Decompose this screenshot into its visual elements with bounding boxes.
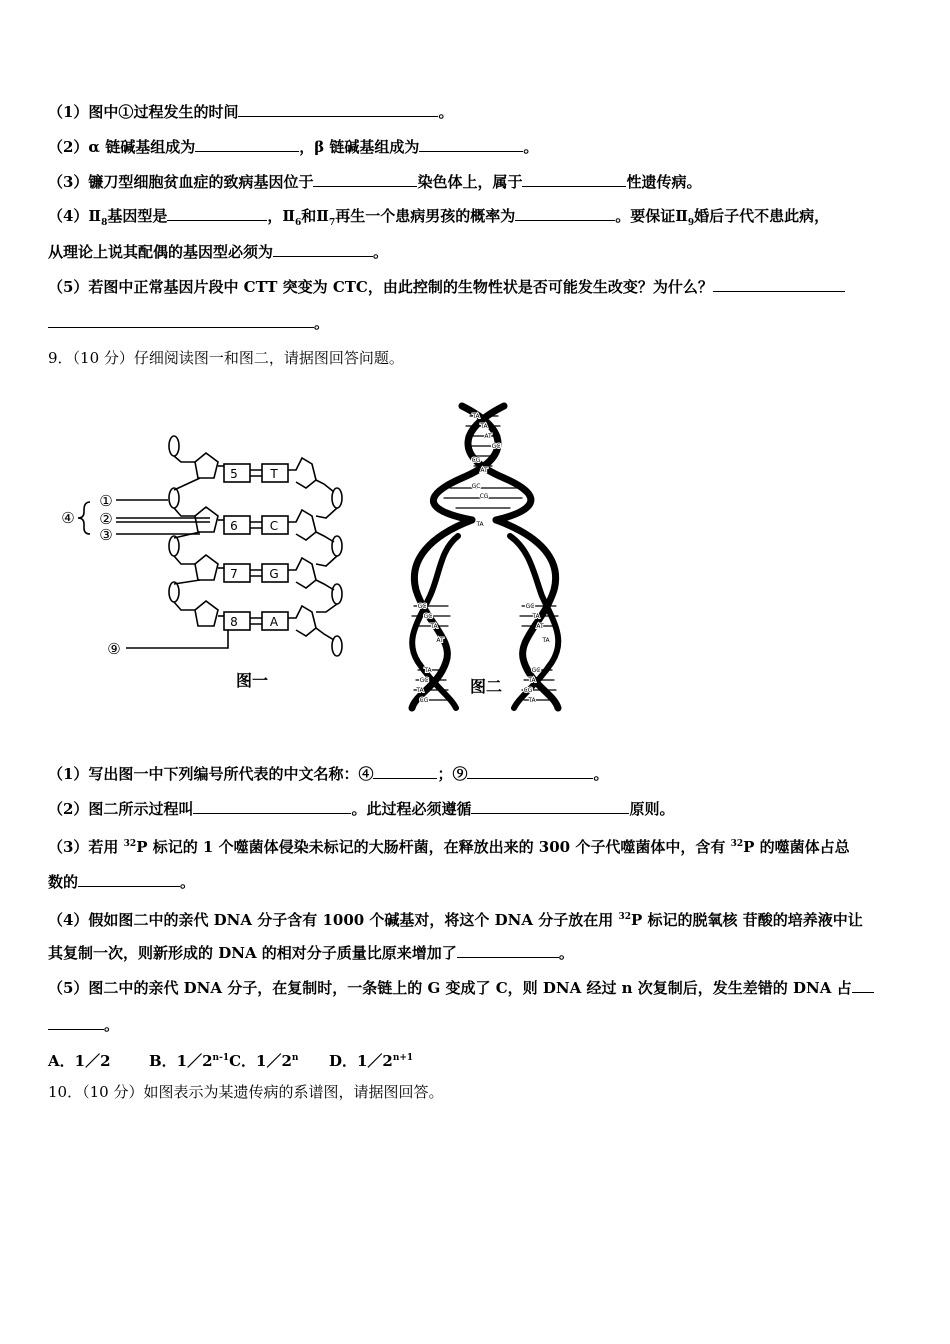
- answer-blank[interactable]: [852, 978, 874, 993]
- base-pair-label: GC: [531, 667, 541, 674]
- base-pair-label: TA: [472, 413, 480, 420]
- label-9: ⑨: [107, 640, 121, 658]
- label-2: ②: [99, 510, 113, 528]
- option-b[interactable]: B．1／2$^{n-1}$: [148, 1052, 230, 1070]
- answer-blank[interactable]: [273, 242, 373, 257]
- base-pair-label: GC: [525, 603, 535, 610]
- base-pair-label: TA: [430, 623, 438, 630]
- base-pair-label: AT: [536, 623, 544, 630]
- answer-blank[interactable]: [48, 1015, 104, 1030]
- q9-sub-5b: 。: [48, 1015, 910, 1035]
- base-pair-label: AT: [480, 467, 488, 474]
- q8-line-1: （1）图中①过程发生的时间 。: [48, 103, 454, 121]
- q8-line-5: （5）若图中正常基因片段中 CTT 突变为 CTC，由此控制的生物性状是否可能发生改变？为什么？: [48, 277, 910, 297]
- q8-line-5b: 。: [48, 313, 910, 333]
- q8-line-2: （2）α 链碱基组成为 ，β 链碱基组成为 。: [48, 138, 539, 156]
- figure-1-dna-structure: [50, 420, 360, 700]
- base-pair-label: TA: [480, 423, 488, 430]
- answer-blank[interactable]: [313, 172, 417, 187]
- q9-sub-3b: 数的 。: [48, 873, 196, 891]
- answer-blank[interactable]: [457, 943, 559, 958]
- base-pair-label: AT: [436, 637, 444, 644]
- base-pair-label: CG: [523, 687, 533, 694]
- base-letter: G: [269, 567, 279, 581]
- q8-line-4: $(4)Ⅱ_8$基因型是 ，$Ⅱ_6$和$Ⅱ_7$再生一个患病男孩的概率为 。要保证$Ⅱ_9$婚后子代不患此病，: [48, 207, 830, 228]
- q9-sub-4: （4）假如图二中的亲代 DNA 分子含有 1000 个碱基对，将这个 DNA 分子放在用 $^{32}$P 标记的脱氧核 苷酸的培养液中让: [48, 911, 863, 929]
- answer-blank[interactable]: [193, 799, 351, 814]
- q9-sub-3: （3）若用 $^{32}$P 标记的 1 个噬菌体侵染未标记的大肠杆菌，在释放出来的 300 个子代噬菌体中，含有 $^{32}$P 的噬菌体占总: [48, 838, 850, 856]
- base-pair-label: TA: [532, 613, 540, 620]
- answer-blank[interactable]: [515, 206, 615, 221]
- q8-line-3: （3）镰刀型细胞贫血症的致病基因位于 染色体上，属于 性遗传病。: [48, 173, 702, 191]
- label-4: ④: [61, 509, 75, 527]
- base-pair-label: GC: [417, 603, 427, 610]
- option-a[interactable]: A．1／2: [48, 1052, 111, 1070]
- figure-1-caption: 图一: [236, 671, 269, 690]
- option-d[interactable]: D．$1/2^{n+1}$: [328, 1052, 414, 1070]
- base-pair-label: AT: [484, 433, 492, 440]
- q10-header: 10．（10 分）如图表示为某遗传病的系谱图，请据图回答。: [48, 1083, 444, 1101]
- label-3: ③: [99, 526, 113, 544]
- nucleotide-number: 7: [230, 567, 238, 581]
- answer-blank[interactable]: [467, 764, 593, 779]
- nucleotide-number: 6: [230, 519, 238, 533]
- base-pair-label: TA: [528, 697, 536, 704]
- answer-blank[interactable]: [522, 172, 626, 187]
- q8-line-4b: 从理论上说其配偶的基因型必须为 。: [48, 243, 389, 261]
- q9-sub-5: （5）图二中的亲代 DNA 分子，在复制时，一条链上的 G 变成了 C，则 DNA 经过 n 次复制后，发生差错的 DNA 占: [48, 978, 910, 998]
- base-letter: C: [269, 519, 279, 533]
- figure-2-dna-replication: [400, 400, 580, 712]
- answer-blank[interactable]: [78, 872, 180, 887]
- answer-blank[interactable]: [373, 764, 437, 779]
- answer-blank[interactable]: [419, 137, 523, 152]
- answer-blank[interactable]: [167, 206, 267, 221]
- answer-blank[interactable]: [471, 799, 629, 814]
- base-pair-label: TA: [424, 667, 432, 674]
- base-pair-label: TA: [416, 687, 424, 694]
- answer-blank[interactable]: [48, 313, 314, 328]
- right-strand: [288, 458, 342, 656]
- q9-sub-2: （2）图二所示过程叫 。此过程必须遵循 原则。: [48, 800, 675, 818]
- base-letter: A: [269, 615, 279, 629]
- q9-options: [48, 1048, 910, 1071]
- base-pair-label: CG: [479, 493, 489, 500]
- base-pair-label: TA: [476, 521, 484, 528]
- figure-2-caption: 图二: [468, 674, 504, 697]
- nucleotide-number: 5: [230, 467, 238, 481]
- base-pair-label: GC: [419, 677, 429, 684]
- left-strand: [169, 436, 224, 626]
- base-letter: T: [270, 467, 278, 481]
- label-1: ①: [99, 492, 113, 510]
- q9-sub-4b: 其复制一次，则新形成的 DNA 的相对分子质量比原来增加了 。: [48, 944, 574, 962]
- nucleotide-number: 8: [230, 615, 238, 629]
- base-pair-label: TA: [528, 677, 536, 684]
- base-pair-label: CG: [419, 697, 429, 704]
- answer-blank[interactable]: [238, 102, 438, 117]
- base-pair-label: GC: [471, 483, 481, 490]
- base-pair-label: CG: [471, 457, 481, 464]
- base-pair-label: GC: [491, 443, 501, 450]
- base-pair-label: TA: [542, 637, 550, 644]
- q9-header: 9．（10 分）仔细阅读图一和图二，请据图回答问题。: [48, 349, 404, 367]
- base-pair-label: GC: [423, 613, 433, 620]
- q9-sub-1: （1）写出图一中下列编号所代表的中文名称：④ ；⑨ 。: [48, 765, 609, 783]
- option-c[interactable]: C．1／2$^n$: [229, 1052, 299, 1070]
- answer-blank[interactable]: [713, 277, 845, 292]
- answer-blank[interactable]: [195, 137, 299, 152]
